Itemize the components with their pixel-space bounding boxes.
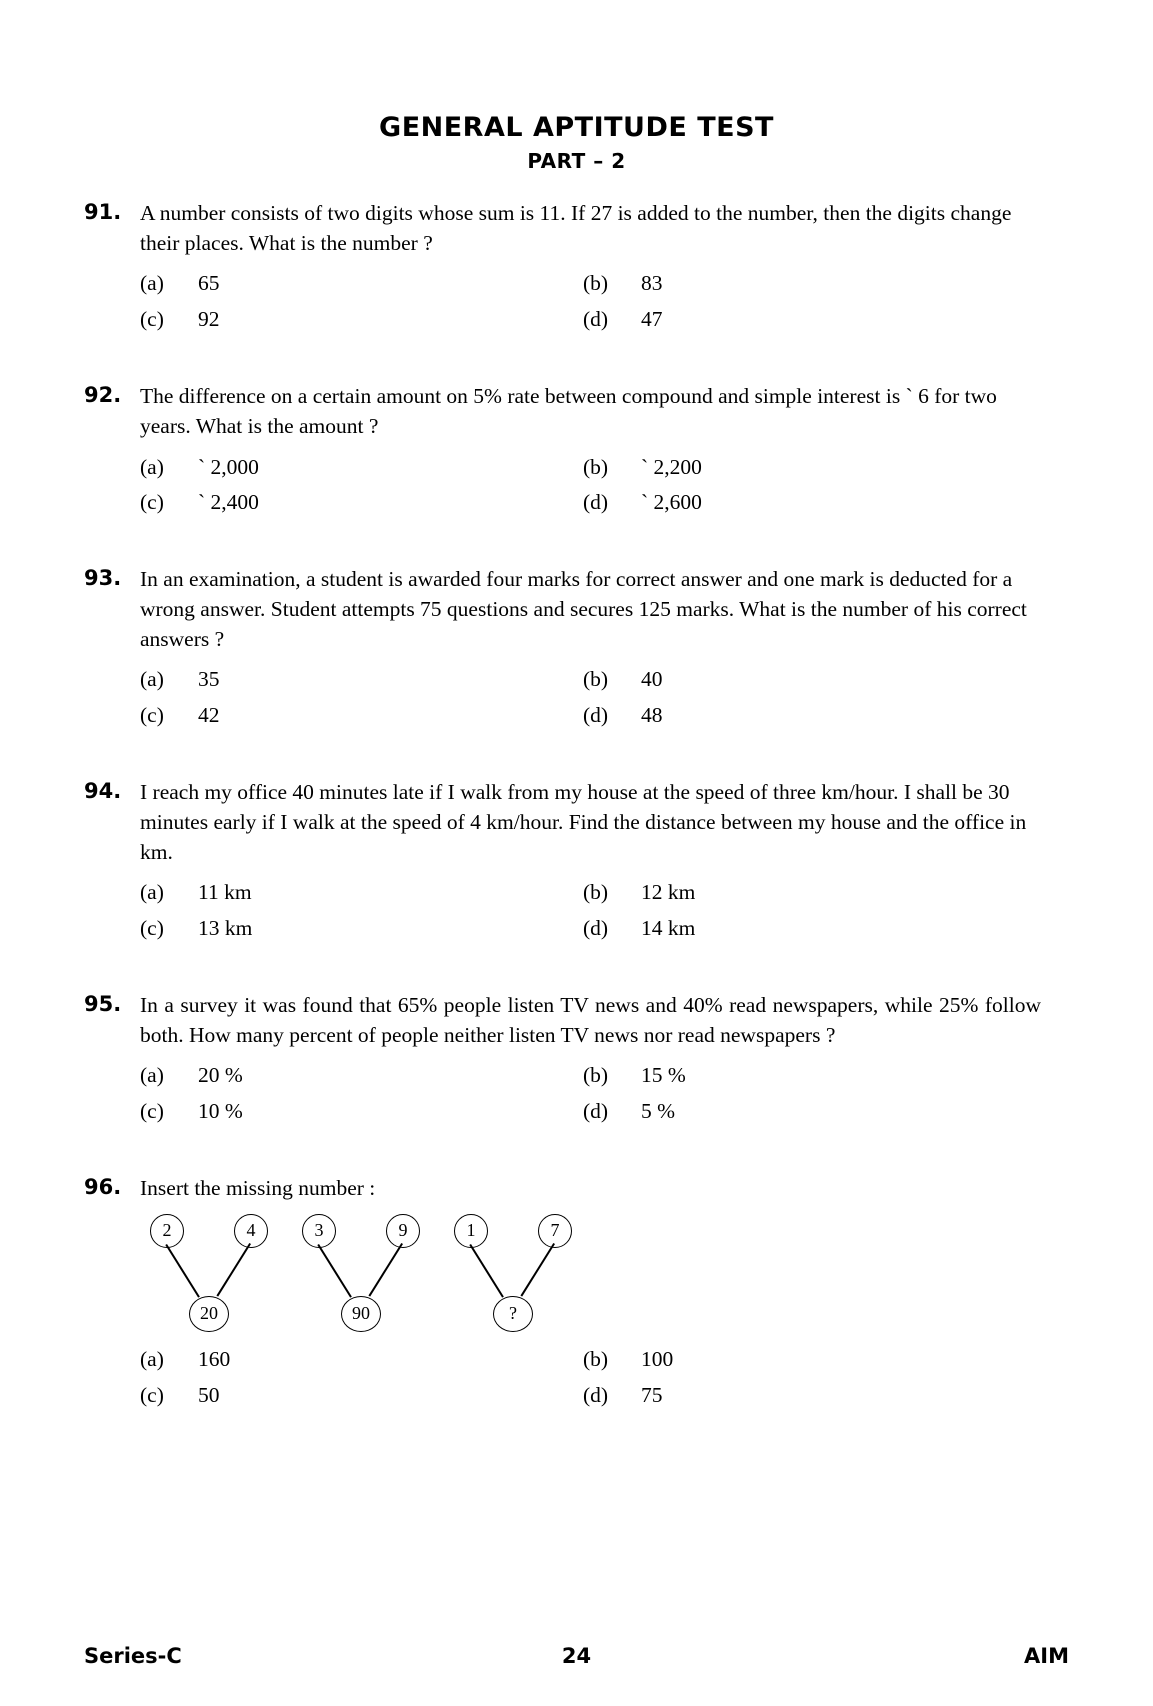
- option-label: (a): [140, 880, 164, 905]
- option-a[interactable]: [140, 1346, 583, 1374]
- option-value: 10 %: [198, 1099, 243, 1124]
- option-label: (b): [583, 667, 609, 692]
- option-b[interactable]: [583, 270, 1041, 298]
- option-a[interactable]: [140, 879, 583, 907]
- option-c[interactable]: [140, 489, 583, 517]
- diagram-edge-right: [369, 1243, 403, 1296]
- options-list: [140, 879, 1041, 943]
- option-row: [140, 915, 1041, 943]
- option-label: (b): [583, 1063, 609, 1088]
- options-list: [140, 454, 1041, 518]
- options-list: [140, 666, 1041, 730]
- option-label: (c): [140, 1382, 164, 1407]
- option-label: (a): [140, 271, 164, 296]
- question-number: 93.: [84, 566, 122, 591]
- option-value: 42: [198, 703, 220, 728]
- option-b[interactable]: [583, 879, 1041, 907]
- option-value: 20 %: [198, 1063, 243, 1088]
- diagram-group-1: [144, 1214, 304, 1334]
- question-number: 91.: [84, 200, 122, 224]
- footer-code: AIM: [1024, 1644, 1069, 1668]
- option-c[interactable]: [140, 1098, 583, 1126]
- option-value: 47: [641, 307, 663, 332]
- option-a[interactable]: [140, 454, 583, 482]
- question-number: 94.: [84, 779, 122, 804]
- question-text: I reach my office 40 minutes late if I walk from my house at the speed of three km/hour. I shall be 30 minutes early if I walk at the speed of 4 km/hour. Find the distance between my house and the office in km.: [140, 780, 1027, 864]
- spacer: [84, 738, 1041, 778]
- option-value: ` 2,200: [641, 454, 702, 479]
- diagram-node-left: 3: [302, 1214, 336, 1248]
- question-item: [84, 778, 1041, 951]
- question-body: [140, 778, 1041, 951]
- diagram-node-right: 4: [234, 1214, 268, 1248]
- question-text: The difference on a certain amount on 5% rate between compound and simple interest is ` 6 for two years. What is the amount ?: [140, 384, 997, 438]
- spacer: [84, 951, 1041, 991]
- question-item: [84, 1174, 1041, 1418]
- option-label: (a): [140, 1063, 164, 1088]
- question-item: [84, 382, 1041, 525]
- missing-number-diagram: [144, 1214, 1041, 1334]
- option-row: [140, 270, 1041, 298]
- question-item: [84, 199, 1041, 342]
- option-value: 13 km: [198, 916, 253, 941]
- option-value: 50: [198, 1382, 220, 1407]
- question-text: A number consists of two digits whose sum is 11. If 27 is added to the number, then the digits change their places. What is the number ?: [140, 201, 1012, 255]
- page-subtitle: PART – 2: [527, 149, 626, 173]
- option-row: [140, 489, 1041, 517]
- diagram-node-right: 7: [538, 1214, 572, 1248]
- diagram-node-right: 9: [386, 1214, 420, 1248]
- option-row: [140, 879, 1041, 907]
- option-d[interactable]: [583, 306, 1041, 334]
- option-b[interactable]: [583, 666, 1041, 694]
- question-text: Insert the missing number :: [140, 1176, 376, 1201]
- option-d[interactable]: [583, 915, 1041, 943]
- option-d[interactable]: [583, 702, 1041, 730]
- spacer: [84, 1134, 1041, 1174]
- questions-container: [0, 199, 1153, 1418]
- options-list: [140, 1346, 1041, 1410]
- option-label: (d): [583, 703, 609, 728]
- option-a[interactable]: [140, 270, 583, 298]
- option-value: 100: [641, 1346, 674, 1371]
- option-value: 83: [641, 271, 663, 296]
- option-d[interactable]: [583, 1098, 1041, 1126]
- option-label: (c): [140, 307, 164, 332]
- diagram-node-left: 2: [150, 1214, 184, 1248]
- option-label: (d): [583, 1382, 609, 1407]
- question-text: In a survey it was found that 65% people listen TV news and 40% read newspapers, while 25% follow both. How many percent of people neither listen TV news nor read newspapers ?: [140, 993, 1041, 1047]
- option-row: [140, 1382, 1041, 1410]
- option-label: (a): [140, 1346, 164, 1371]
- option-b[interactable]: [583, 1062, 1041, 1090]
- spacer: [84, 525, 1041, 565]
- question-body: [140, 1174, 1041, 1418]
- option-label: (d): [583, 1099, 609, 1124]
- option-a[interactable]: [140, 666, 583, 694]
- option-row: [140, 306, 1041, 334]
- option-label: (d): [583, 490, 609, 515]
- option-value: 11 km: [198, 880, 252, 905]
- option-value: 75: [641, 1382, 663, 1407]
- option-d[interactable]: [583, 489, 1041, 517]
- options-list: [140, 270, 1041, 334]
- option-label: (c): [140, 703, 164, 728]
- footer-page-number: 24: [561, 1644, 592, 1668]
- page-title: GENERAL APTITUDE TEST: [379, 112, 774, 143]
- question-number: 92.: [84, 383, 122, 408]
- diagram-group-3: [448, 1214, 608, 1334]
- option-label: (c): [140, 916, 164, 941]
- option-value: 40: [641, 667, 663, 692]
- option-value: 65: [198, 271, 220, 296]
- option-c[interactable]: [140, 1382, 583, 1410]
- option-value: ` 2,600: [641, 490, 702, 515]
- option-row: [140, 454, 1041, 482]
- question-body: [140, 382, 1041, 525]
- spacer: [84, 342, 1041, 382]
- diagram-edge-right: [521, 1243, 555, 1296]
- option-value: 92: [198, 307, 220, 332]
- diagram-node-bottom: 90: [341, 1296, 381, 1332]
- option-label: (a): [140, 667, 164, 692]
- option-row: [140, 702, 1041, 730]
- option-label: (a): [140, 454, 164, 479]
- question-item: [84, 991, 1041, 1134]
- question-body: [140, 991, 1041, 1134]
- diagram-node-left: 1: [454, 1214, 488, 1248]
- option-label: (b): [583, 1346, 609, 1371]
- option-row: [140, 1098, 1041, 1126]
- option-value: ` 2,400: [198, 490, 259, 515]
- option-value: ` 2,000: [198, 454, 259, 479]
- diagram-node-bottom-missing: ?: [493, 1296, 533, 1332]
- question-text: In an examination, a student is awarded four marks for correct answer and one mark is deducted for a wrong answer. Student attempts 75 questions and secures 125 marks. What is the number of his correct answers ?: [140, 567, 1027, 651]
- option-c[interactable]: [140, 915, 583, 943]
- option-row: [140, 1062, 1041, 1090]
- diagram-edge-right: [217, 1243, 251, 1296]
- option-label: (b): [583, 880, 609, 905]
- option-value: 160: [198, 1346, 231, 1371]
- option-d[interactable]: [583, 1382, 1041, 1410]
- option-label: (c): [140, 490, 164, 515]
- option-c[interactable]: [140, 702, 583, 730]
- option-b[interactable]: [583, 454, 1041, 482]
- option-value: 12 km: [641, 880, 696, 905]
- diagram-edge-left: [166, 1244, 200, 1297]
- question-body: [140, 565, 1041, 738]
- options-list: [140, 1062, 1041, 1126]
- option-value: 15 %: [641, 1063, 686, 1088]
- option-label: (b): [583, 271, 609, 296]
- question-item: [84, 565, 1041, 738]
- diagram-node-bottom: 20: [189, 1296, 229, 1332]
- footer-series: Series-C: [84, 1644, 182, 1668]
- question-number: 95.: [84, 992, 122, 1017]
- option-label: (d): [583, 916, 609, 941]
- question-body: [140, 199, 1041, 342]
- diagram-edge-left: [470, 1244, 504, 1297]
- page-footer: [84, 1644, 1069, 1668]
- option-label: (c): [140, 1099, 164, 1124]
- option-value: 5 %: [641, 1099, 676, 1124]
- option-value: 48: [641, 703, 663, 728]
- option-a[interactable]: [140, 1062, 583, 1090]
- page-header: [0, 112, 1153, 173]
- option-c[interactable]: [140, 306, 583, 334]
- diagram-edge-left: [318, 1244, 352, 1297]
- option-b[interactable]: [583, 1346, 1041, 1374]
- option-row: [140, 1346, 1041, 1374]
- option-value: 35: [198, 667, 220, 692]
- option-label: (d): [583, 307, 609, 332]
- exam-page: [0, 112, 1153, 1706]
- diagram-group-2: [296, 1214, 456, 1334]
- option-value: 14 km: [641, 916, 696, 941]
- option-label: (b): [583, 454, 609, 479]
- option-row: [140, 666, 1041, 694]
- question-number: 96.: [84, 1175, 122, 1200]
